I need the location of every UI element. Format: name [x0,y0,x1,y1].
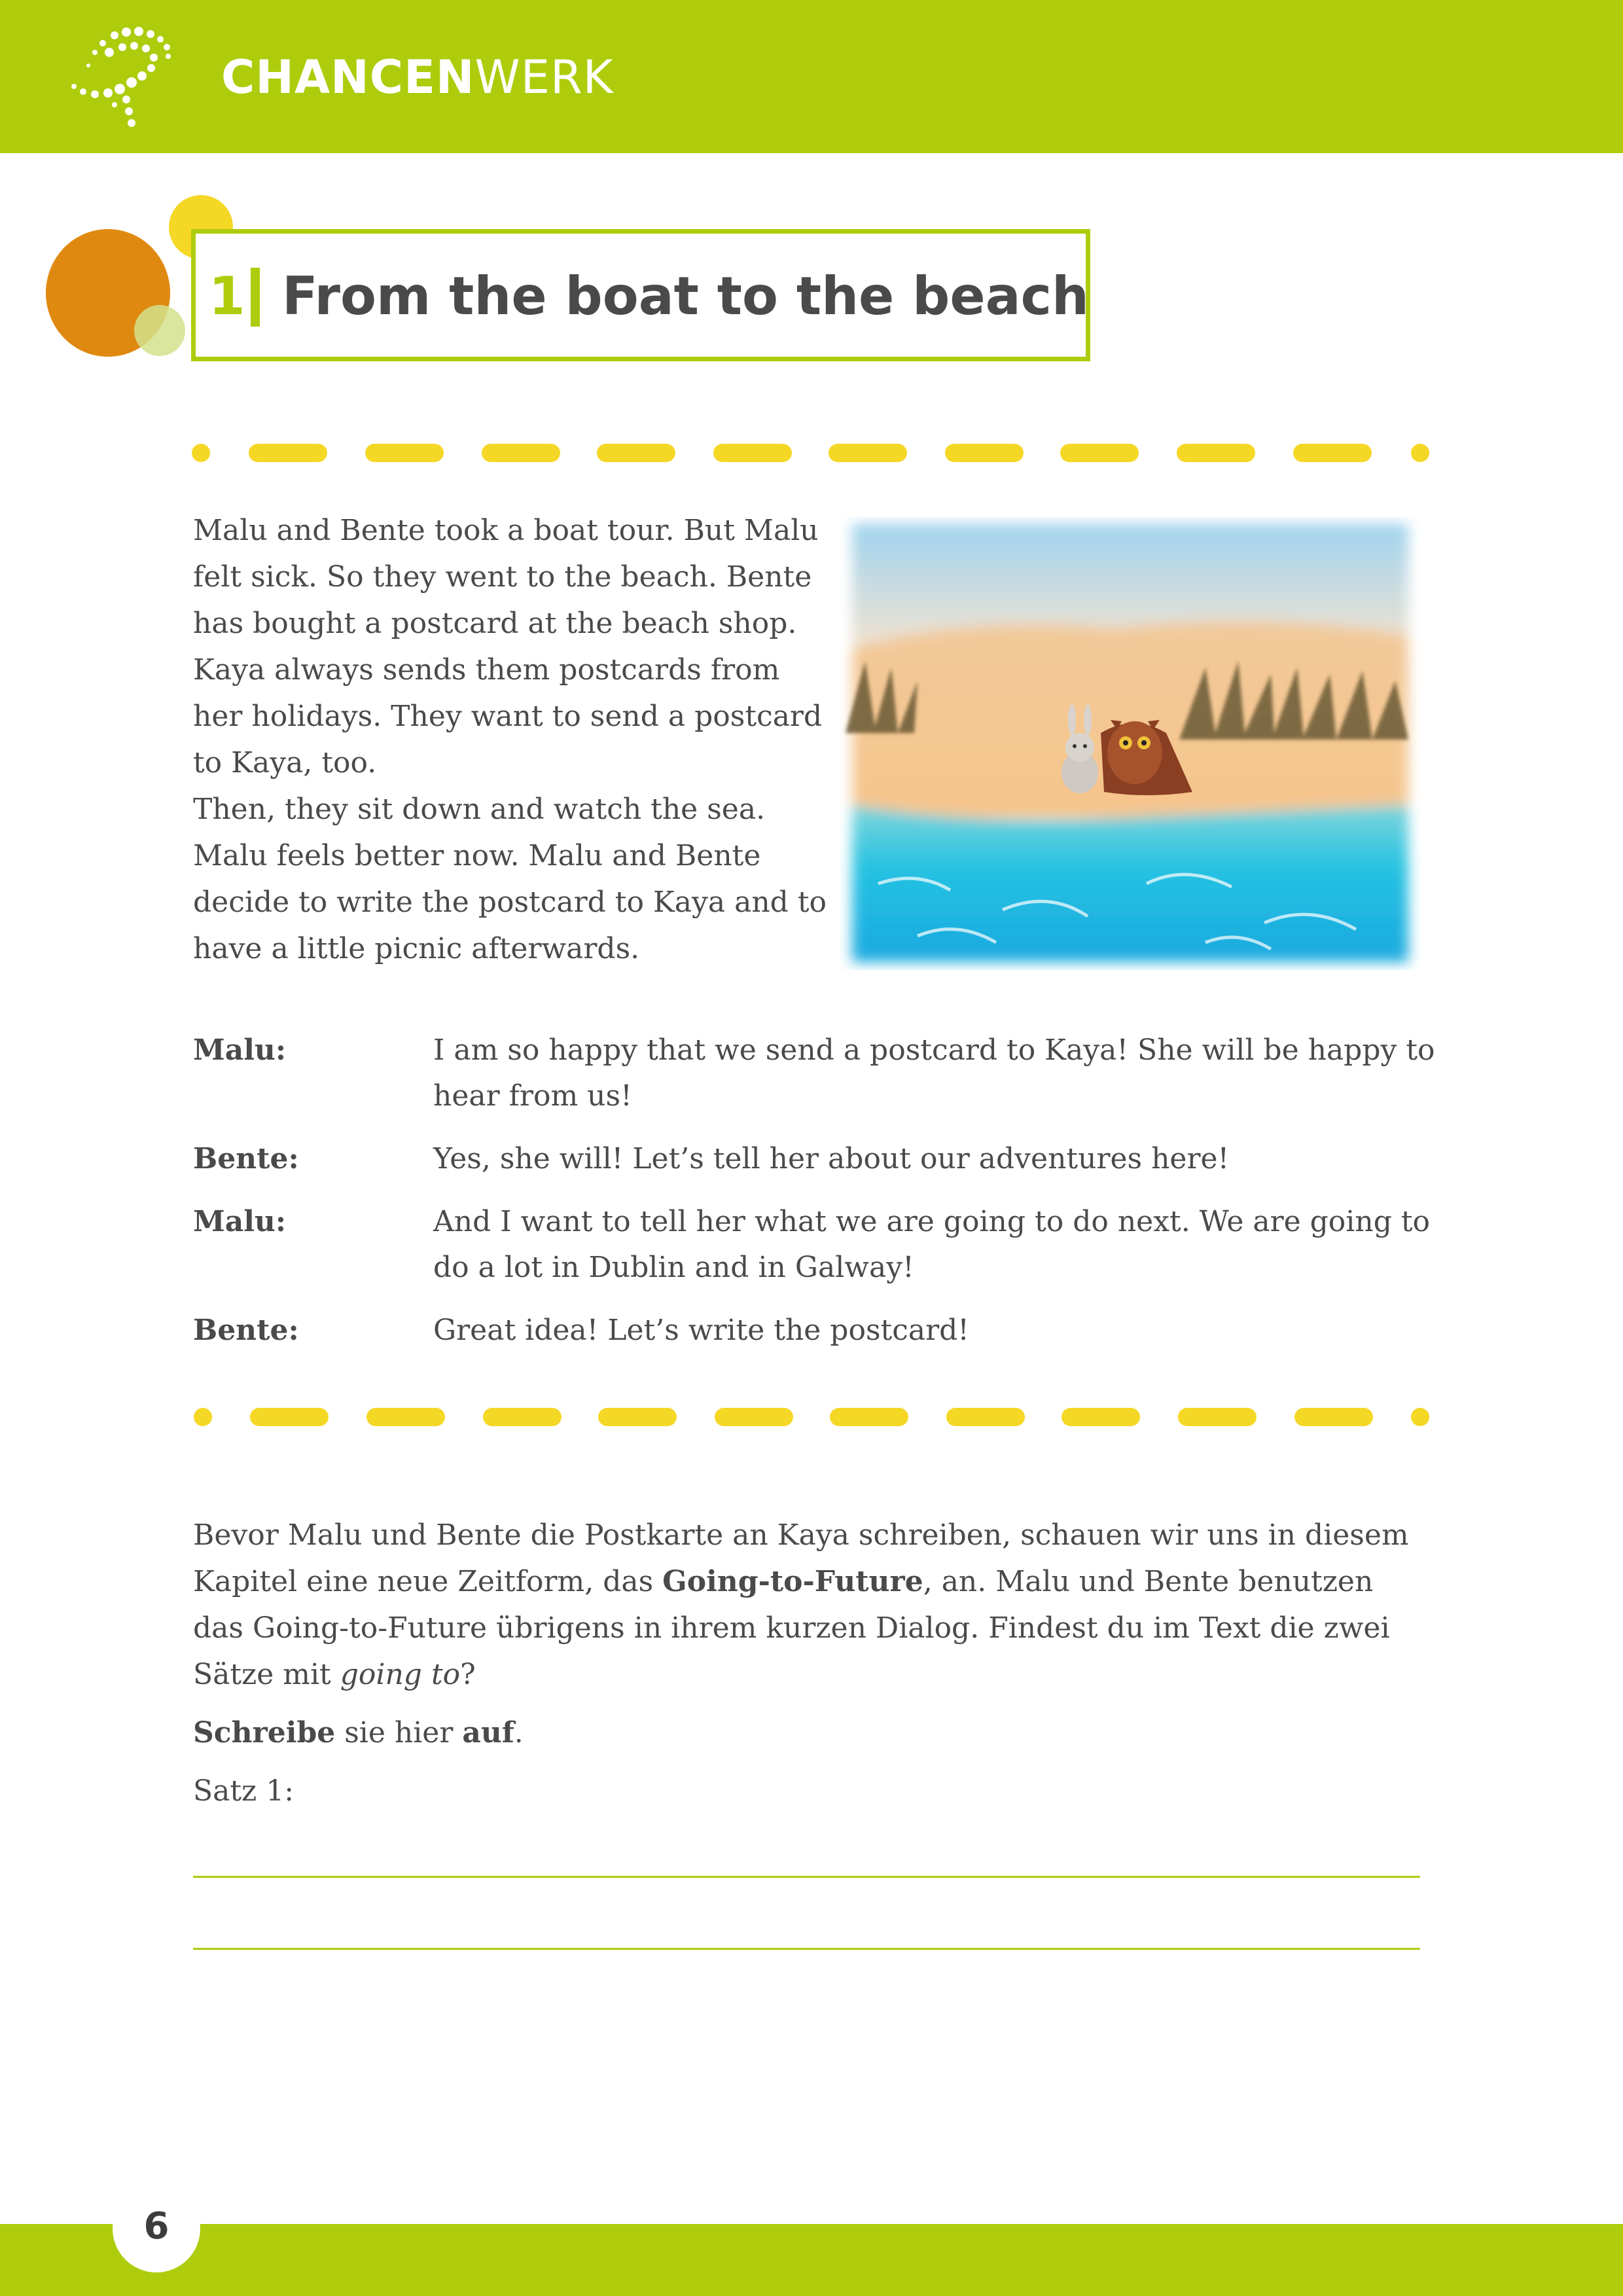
task-intro-bold: Going-to-Future [662,1565,923,1598]
satz-label: Satz 1: [193,1774,294,1808]
footer-bar [0,2224,1623,2296]
title-separator [251,268,260,327]
dialog-line [193,1028,1436,1119]
task-intro [193,1512,1423,1698]
dialog-speaker: Bente: [193,1314,299,1347]
task-intro-part2: , an. Malu und Bente benutzen das Going-to-Future übrigens in ihrem kurzen Dialog. Findest du im Text die zwei Sätze mit [193,1565,1390,1691]
dialog-line [193,1308,1436,1354]
chapter-title: From the boat to the beach [282,266,1090,327]
story-paragraph-2: Then, they sit down and watch the sea. Malu feels better now. Malu and Bente decide to write the postcard to Kaya and to have a little picnic afterwards. [193,793,827,965]
dialog-speaker: Bente: [193,1142,299,1175]
instr-bold-2: auf [462,1716,514,1749]
dialog-text: Yes, she will! Let’s tell her about our adventures here! [433,1142,1230,1175]
dialog-speaker: Malu: [193,1033,287,1067]
instr-end: . [514,1716,524,1749]
chapter-title-box [191,229,1090,361]
instr-bold-1: Schreibe [193,1716,336,1749]
beach-illustration-icon [839,517,1421,970]
instr-mid: sie hier [335,1716,463,1749]
page-number: 6 [143,2205,169,2248]
dialog [193,1028,1436,1354]
chancenwerk-logo-icon [69,26,200,131]
header-bar [0,0,1623,153]
brand-bold: CHANCEN [221,50,475,104]
dialog-line [193,1199,1436,1291]
task-section [193,1512,1423,1814]
page-number-badge [113,2185,200,2272]
story-paragraph-1: Malu and Bente took a boat tour. But Malu felt sick. So they went to the beach. Bente has bought a postcard at the beach shop. Kaya always sends them postcards from her holidays. They want to send a postcard to Kaya, too. [193,514,823,780]
chapter-number: 1 [209,266,245,327]
dialog-text: Great idea! Let’s write the postcard! [433,1314,969,1347]
dialog-text: And I want to tell her what we are going to do next. We are going to do a lot in Dublin and in Galway! [433,1205,1431,1284]
dialog-speaker: Malu: [193,1205,287,1238]
brand-light: WERK [474,50,614,104]
dialog-text: I am so happy that we send a postcard to Kaya! She will be happy to hear from us! [433,1033,1435,1113]
dialog-line [193,1136,1436,1182]
task-intro-part1: Bevor Malu und Bente die Postkarte an Kaya schreiben, schauen wir uns in diesem Kapitel eine neue Zeitform, das [193,1518,1409,1598]
answer-line-1[interactable] [193,1876,1420,1878]
dashed-divider-top [0,440,1623,466]
task-instruction [193,1710,1423,1756]
answer-line-2[interactable] [193,1948,1420,1950]
task-intro-italic: going to [340,1658,461,1691]
brand-wordmark [221,50,613,105]
dashed-divider-bottom [0,1404,1623,1430]
decor-lime-circle [134,305,185,356]
story-text [193,507,838,972]
task-intro-part3: ? [460,1658,476,1691]
